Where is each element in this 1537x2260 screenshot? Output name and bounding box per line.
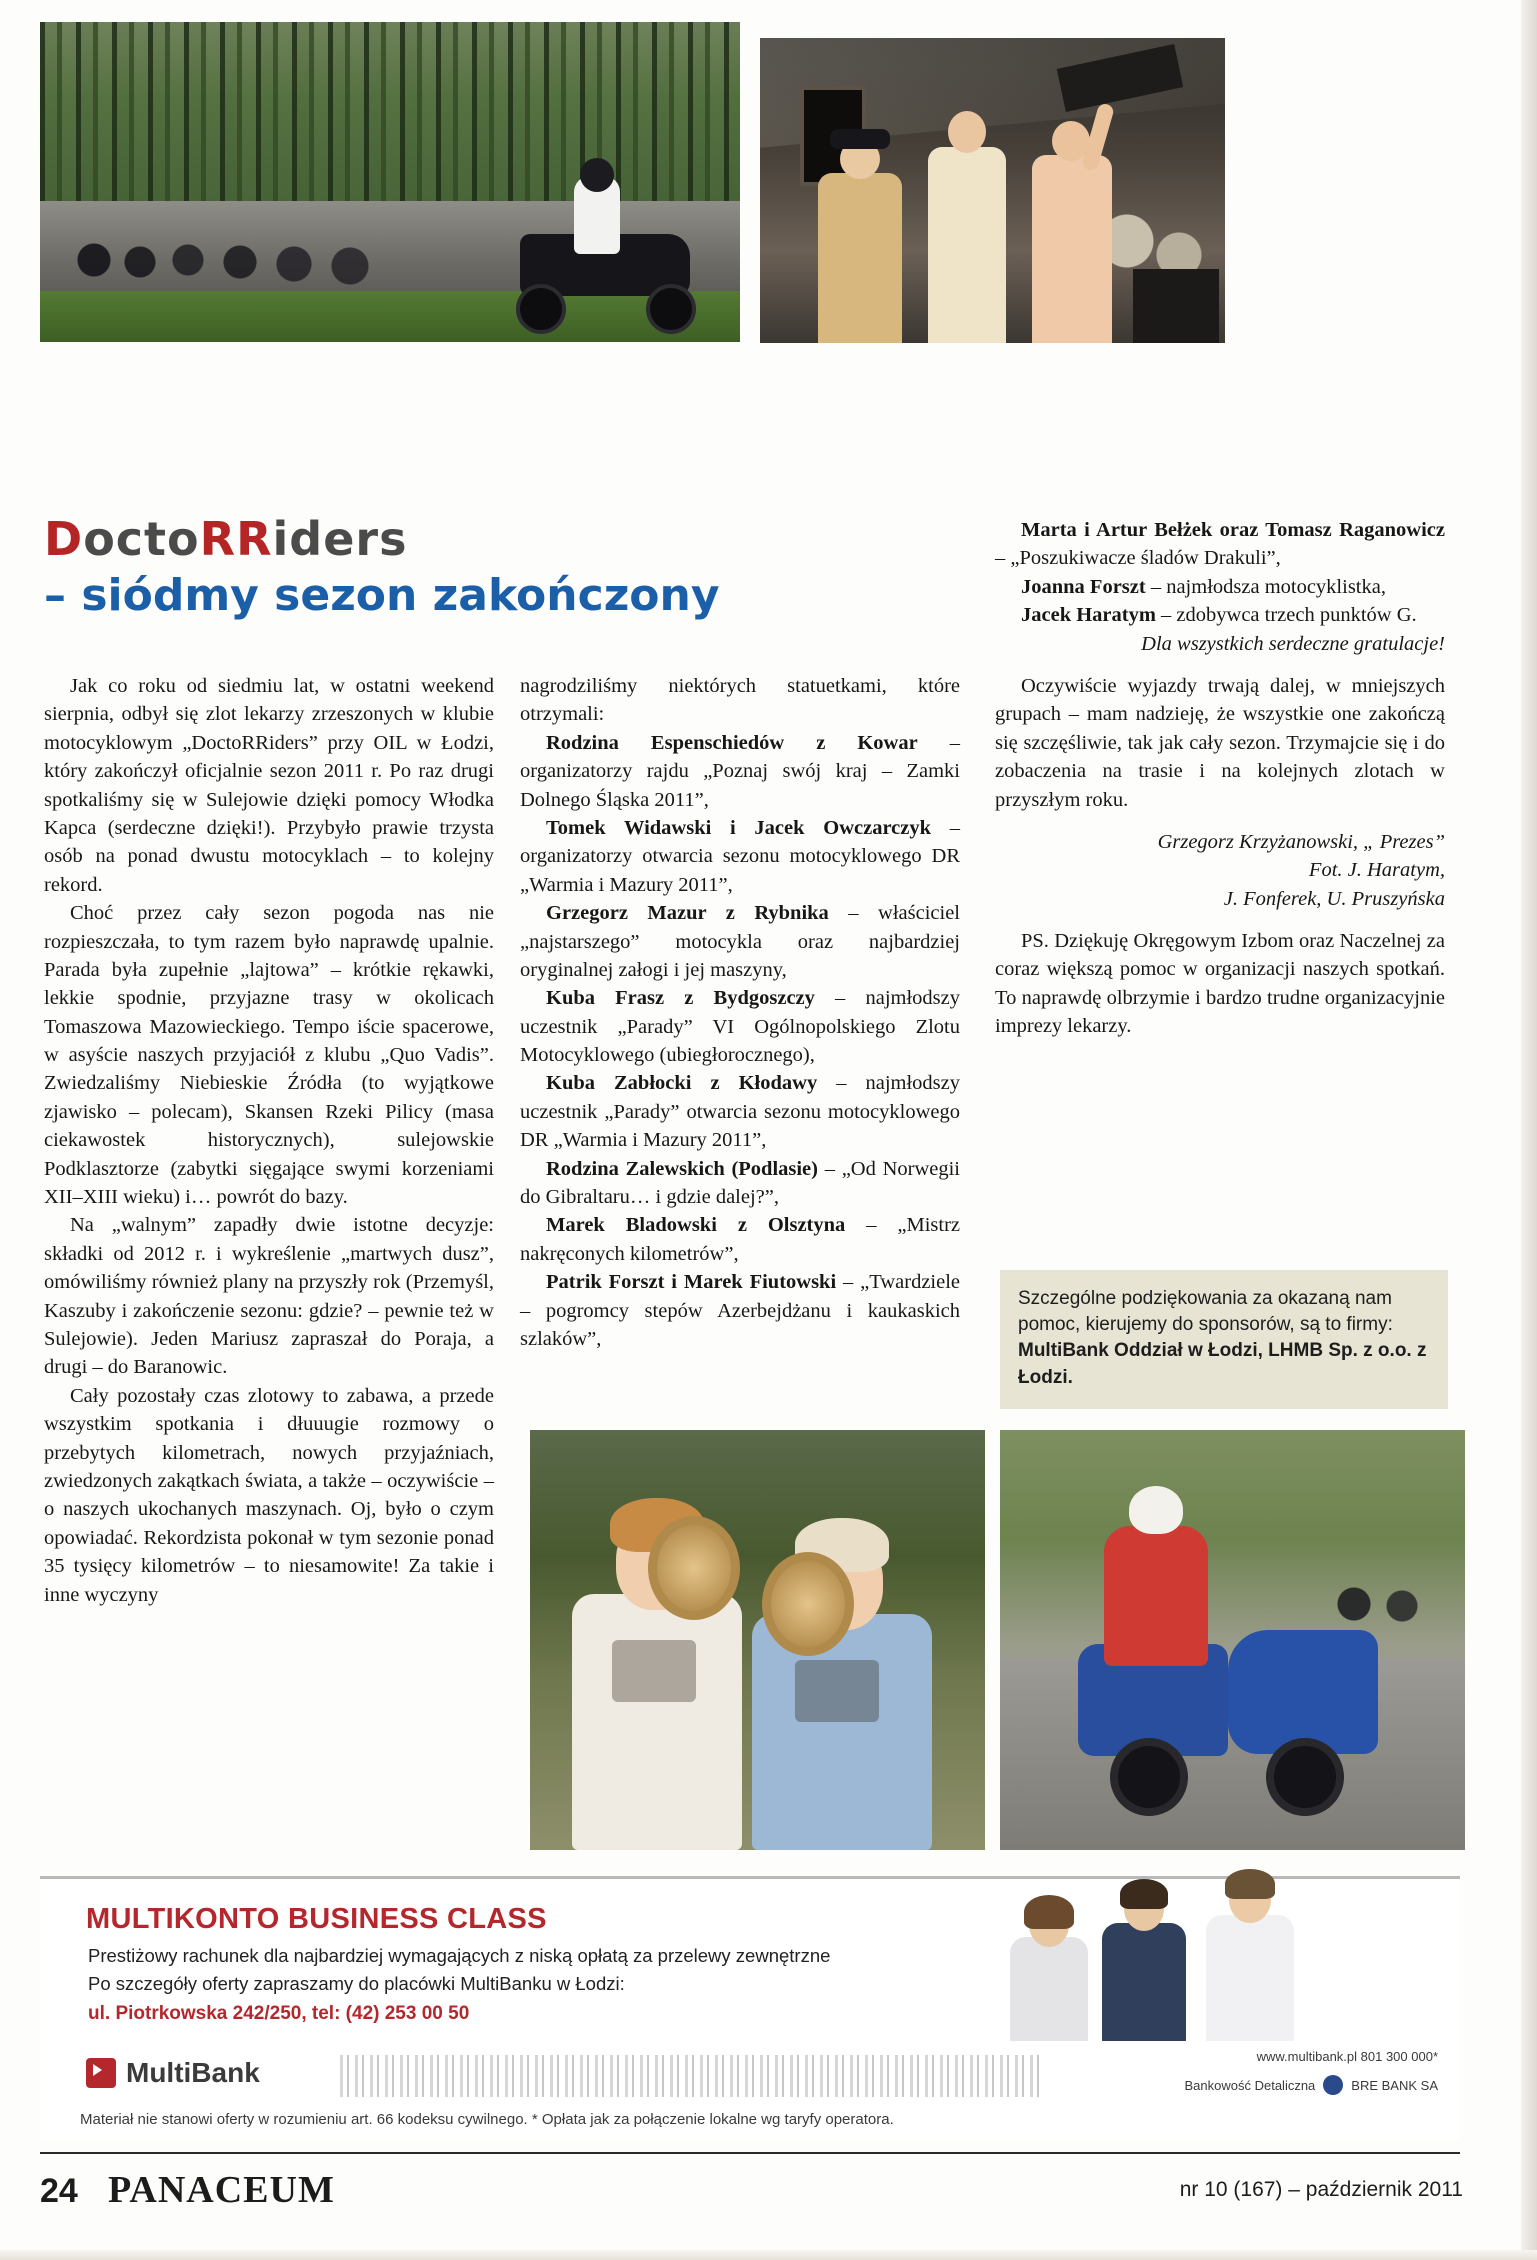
scan-edge [0,2250,1537,2260]
paragraph: Choć przez cały sezon pogoda nas nie rozpieszczała, to tym razem było naprawdę upalnie. Parada była zupełnie „lajtowa” – krótkie rękawki, lekkie spodnie, przyjazne trasy w okolicach Tomaszowa Mazowieckiego. Tempo iście spacerowe, w asyście naszych przyjaciół z klubu „Quo Vadis”. Zwiedzaliśmy Niebieskie Źródła (to wyjątkowe zjawisko – polecam), Skansen Rzeki Pilicy (masa ciekawostek historycznych), sulejowskie Podklasztorze (zabytki sięgające swymi korzeniami XII–XIII wieku) i… powrót do bazy. [44,902,494,1209]
stage-band-photo [760,38,1225,343]
award-text: – najmłodszy uczestnik „Parady” otwarcia sezonu motocyklowego DR „Warmia i Mazury 2011”, [520,1072,960,1152]
photo-rider-helmet [1129,1486,1183,1534]
ad-bank-note: Bankowość Detaliczna [1184,2077,1316,2093]
congratulations-line: Dla wszystkich serdeczne gratulacje! [1141,632,1445,655]
photo-distant-motorcycles [64,200,404,300]
photo-amplifier [1133,269,1219,343]
photo-rider [1104,1526,1208,1666]
ad-person-3 [1206,1915,1294,2041]
multibank-advertisement[interactable] [40,1876,1460,2139]
signature-line: Grzegorz Krzyżanowski, „ Prezes” [1157,830,1445,853]
award-text: – „Twardziele – pogromcy stepów Azerbejdżanu i kaukaskich szlaków”, [520,1271,961,1350]
paragraph: Na „walnym” zapadły dwie istotne decyzje: składki od 2012 r. i wykreślenie „martwych dusz”, omówiliśmy również plany na przyszły rok (Przemyśl, Kaszuby i zakończenie sezonu: gdzie? – pewnie też w Sulejowie). Jeden Mariusz zapraszał do Poraja, a drugi – do Baranowic. [44,1214,494,1379]
ad-disclaimer: Materiał nie stanowi oferty w rozumieniu art. 66 kodeksu cywilnego. * Opłata jak za połączenie lokalne wg taryfy operatora. [80,2111,894,2128]
footer-divider [40,2152,1460,2154]
sponsor-names: MultiBank Oddział w Łodzi, LHMB Sp. z o.o. z Łodzi. [1018,1340,1427,1388]
award-name: Joanna Forszt [1021,575,1146,598]
photo-shirt-graphic [612,1640,696,1702]
multibank-logo-text: MultiBank [126,2057,260,2088]
ad-website-line: www.multibank.pl 801 300 000* [1256,2049,1438,2064]
photo-sidecar-wheel [1266,1738,1344,1816]
award-name: Rodzina Espenschiedów z Kowar [546,731,918,754]
photo-person-with-hat [818,173,902,343]
photo-trophy-left [648,1516,740,1620]
photo-front-wheel [516,284,566,334]
award-text: – organizatorzy rajdu „Poznaj swój kraj – Zamki Dolnego Śląska 2011”, [520,731,960,811]
award-text: – właściciel „najstarszego” motocykla oraz najbardziej oryginalnej załogi i jej maszyny, [520,902,960,981]
photo-bike-wheel [1110,1738,1188,1816]
photo-person-hat [830,129,890,149]
award-item [520,899,960,984]
photo-rider-helmet [580,158,614,192]
paragraph: nagrodziliśmy niektórych statuetkami, które otrzymali: [520,675,960,726]
award-item [995,516,1445,573]
photo-trophy-right [762,1552,854,1656]
award-text: – „Od Norwegii do Gibraltaru… i gdzie dalej?”, [520,1157,960,1209]
award-item [995,573,1445,601]
award-text: – najmłodsza motocyklistka, [1145,575,1386,598]
ad-bank-line [1185,2075,1439,2095]
award-name: Kuba Frasz z Bydgoszczy [546,987,815,1010]
kids-with-trophies-photo [530,1430,985,1850]
ad-bank-name: BRE BANK SA [1351,2077,1438,2093]
page-number: 24 [40,2172,78,2210]
award-name: Marek Bladowski z Olsztyna [546,1214,846,1237]
award-name: Grzegorz Mazur z Rybnika [546,902,829,925]
article-column-1 [44,672,494,1609]
award-text: – organizatorzy otwarcia sezonu motocyklowego DR „Warmia i Mazury 2011”, [520,816,960,896]
bre-bank-icon [1323,2075,1343,2095]
photo-rear-wheel [646,284,696,334]
sponsor-thanks-box [1000,1270,1448,1409]
paragraph: Jak co roku od siedmiu lat, w ostatni weekend sierpnia, odbył się zlot lekarzy zrzeszonych w klubie motocyklowym „DoctoRRiders” przy OIL w Łodzi, który zakończył oficjalnie sezon 2011 r. Po raz drugi spotkaliśmy się w Sulejowie dzięki pomocy Włodka Kapca (serdeczne dzięki!). Przybyło prawie trzysta osób na ponad dwustu motocyklach – to kolejny rekord. [44,675,494,896]
sidecar-motorcycle-photo [1000,1430,1465,1850]
issue-info: nr 10 (167) – październik 2011 [1179,2178,1463,2201]
article-masthead [44,512,904,621]
award-name: Patrik Forszt i Marek Fiutowski [546,1271,837,1294]
award-item [995,601,1445,629]
multibank-logo [86,2057,260,2089]
award-name: Marta i Artur Bełżek oraz Tomasz Raganowicz [1021,519,1445,541]
award-text: – „Mistrz nakręconych kilometrów”, [520,1214,960,1265]
sponsor-text: Szczególne podziękowania za okazaną nam pomoc, kierujemy do sponsorów, są to firmy: [1018,1288,1393,1336]
photo-person-center [928,147,1006,343]
photo-child-shirt [752,1614,932,1850]
article-logo: DoctoRRiders [44,512,408,566]
award-item [520,1211,960,1268]
award-name: Kuba Zabłocki z Kłodawy [546,1072,818,1095]
article-subtitle: – siódmy sezon zakończony [44,570,720,621]
signature-line: Fot. J. Haratym, [1308,859,1445,882]
award-item [520,814,960,899]
award-text: – zdobywca trzech punktów G. [1155,604,1417,627]
award-item [520,729,960,814]
award-name: Tomek Widawski i Jacek Owczarczyk [546,816,932,839]
award-item [520,1155,960,1212]
ad-line-2: Po szczegóły oferty zapraszamy do placówki MultiBanku w Łodzi: [88,1973,625,1994]
multibank-logo-icon [86,2058,116,2088]
award-item [520,1268,960,1353]
award-item [520,1069,960,1154]
award-name: Rodzina Zalewskich (Podlasie) [546,1157,818,1180]
ad-title: MULTIKONTO BUSINESS CLASS [86,1903,547,1935]
photo-sidecar-rig [1078,1526,1378,1806]
ad-person-1 [1010,1937,1088,2041]
ad-person-2 [1102,1923,1186,2041]
scan-edge [1521,0,1537,2260]
award-name: Jacek Haratym [1021,604,1156,627]
ad-contact-line: ul. Piotrkowska 242/250, tel: (42) 253 00 50 [88,2003,470,2024]
motorcycle-parade-photo [40,22,740,342]
article-column-3 [995,516,1445,1041]
photo-person-raising-arm [1032,155,1112,343]
magazine-title: PANACEUM [108,2169,335,2211]
ad-line-1: Prestiżowy rachunek dla najbardziej wymagających z niską opłatą za przelewy zewnętrzne [88,1945,831,1966]
paragraph: Cały pozostały czas zlotowy to zabawa, a przede wszystkim spotkania i dłuuugie rozmowy o przebytych kilometrach, nowych przyjaźniach, zwiedzonych zakątkach świata, a także – oczywiście – o naszych ukochanych maszynach. Oj, było o czym opowiadać. Rekordzista pokonał w tym sezonie ponad 35 tysięcy kilometrów – to niesamowite! Za takie i inne wyczyny [44,1384,494,1606]
article-column-2 [520,672,960,1353]
award-item [520,984,960,1069]
photo-sidecar-car [1228,1630,1378,1754]
ad-decorative-barcode [340,2055,1040,2097]
postscript: PS. Dziękuję Okręgowym Izbom oraz Naczelnej za coraz większą pomoc w organizacji naszych spotkań. To naprawdę olbrzymie i bardzo trudne organizacyjnie imprezy lekarzy. [995,930,1445,1038]
photo-shirt-graphic [795,1660,879,1722]
photo-child-shirt [572,1594,742,1850]
award-text: – „Poszukiwacze śladów Drakuli”, [995,547,1281,570]
signature-line: J. Fonferek, U. Pruszyńska [1223,887,1445,910]
award-text: – najmłodszy uczestnik „Parady” VI Ogólnopolskiego Zlotu Motocyklowego (ubiegłorocznego), [520,987,960,1067]
ad-people-photo [1010,1891,1310,2041]
paragraph: Oczywiście wyjazdy trwają dalej, w mniejszych grupach – mam nadzieję, że wszystkie one zakończą się szczęśliwie, tak jak cały sezon. Trzymajcie się i do zobaczenia na trasie i na kolejnych zlotach w przyszłym roku. [995,674,1445,811]
photo-child-right [744,1510,940,1850]
photo-lead-rider [510,172,700,322]
photo-person-head [948,111,986,153]
